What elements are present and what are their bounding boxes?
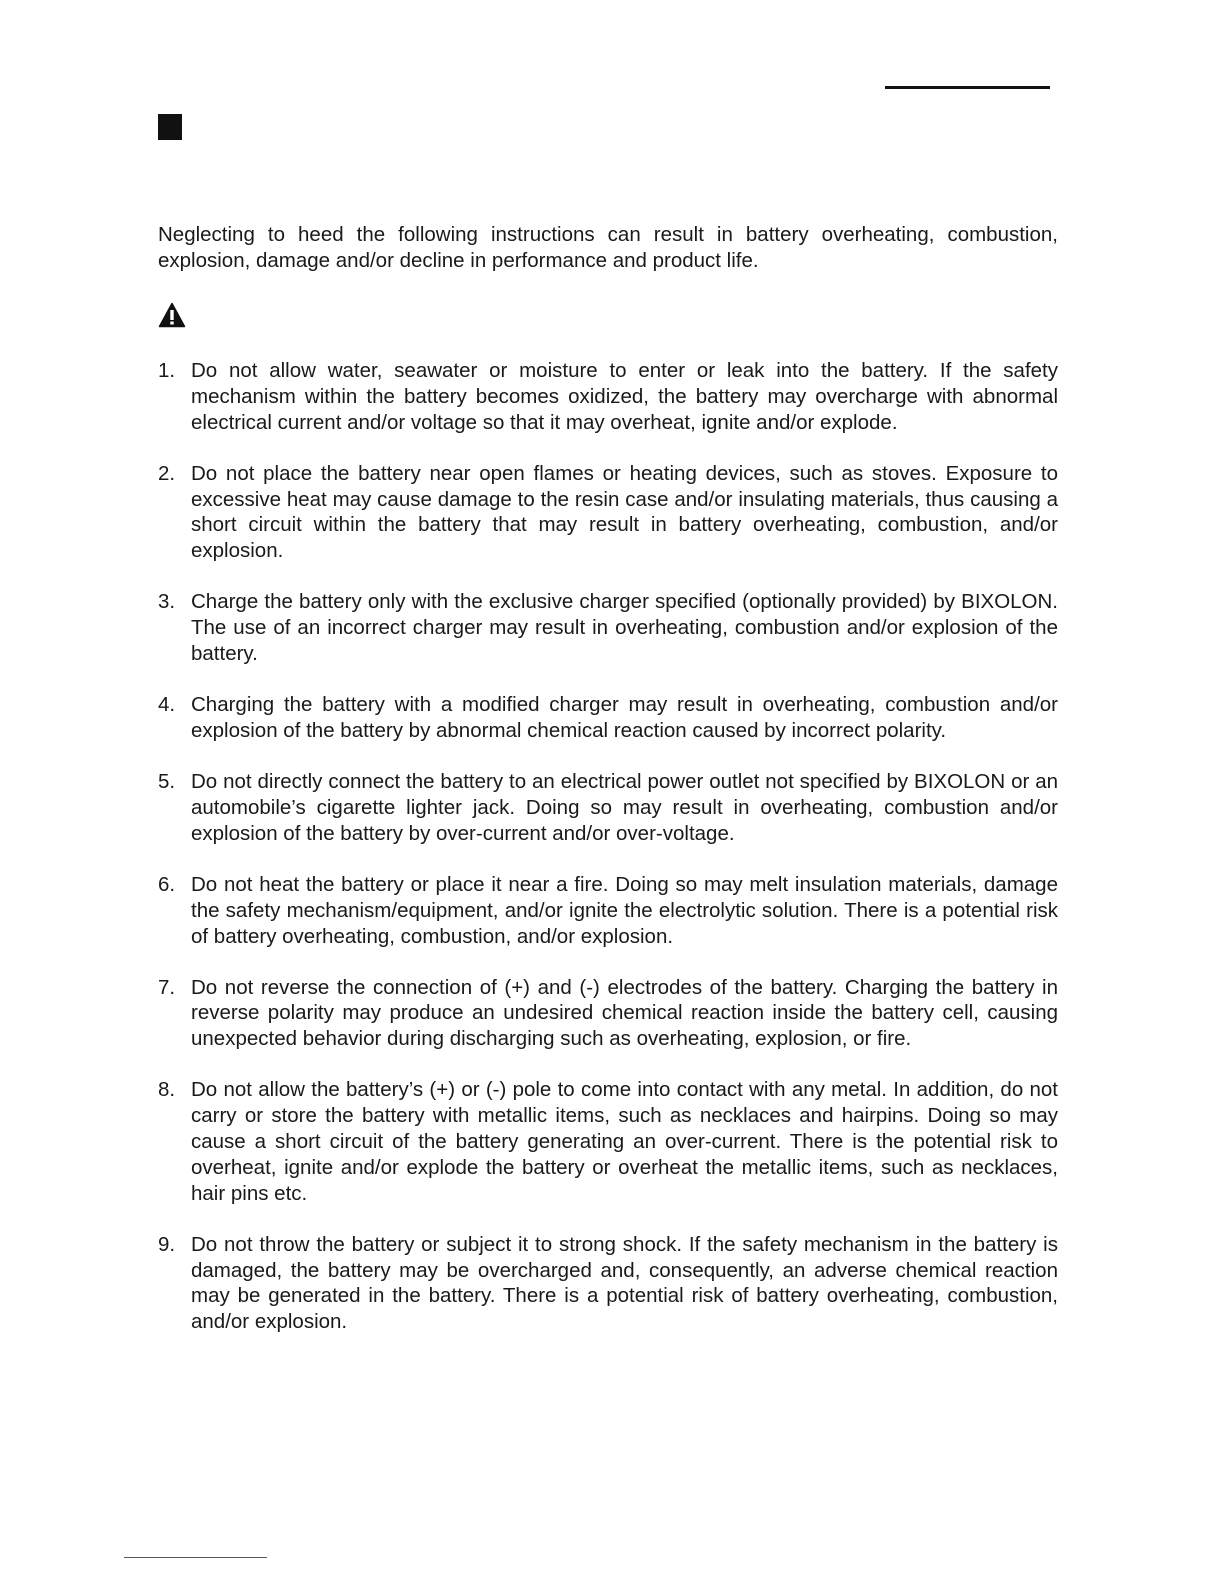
list-item-text: Do not allow water, seawater or moisture to enter or leak into the battery. If the safety mechanism within the battery becomes oxidized, the battery may overcharge with abnormal electrical current and/or voltage so that it may overheat, ignite and/or explode.: [191, 359, 1058, 434]
list-item: [158, 461, 1058, 564]
list-item: [158, 1077, 1058, 1206]
list-item: [158, 692, 1058, 744]
list-item-text: Do not directly connect the battery to an electrical power outlet not specified by BIXOLON or an automobile’s cigarette lighter jack. Doing so may result in overheating, combustion and/or explosion of the battery by over-current and/or over-voltage.: [191, 770, 1058, 845]
header-rule: [885, 86, 1050, 89]
square-bullet-icon: [158, 114, 182, 140]
list-item-number: 8.: [158, 1078, 176, 1102]
intro-paragraph: Neglecting to heed the following instructions can result in battery overheating, combustion, explosion, damage and/or decline in performance and product life.: [158, 223, 1058, 272]
list-item-text: Do not allow the battery’s (+) or (-) pole to come into contact with any metal. In addition, do not carry or store the battery with metallic items, such as necklaces and hairpins. Doing so may cause a short circuit of the battery generating an over-current. There is the potential risk to overheat, ignite and/or explode the battery or overheat the metallic items, such as necklaces, hair pins etc.: [191, 1078, 1058, 1205]
battery-safety-rules: [158, 358, 1058, 1360]
list-item-number: 3.: [158, 590, 176, 614]
list-item-number: 9.: [158, 1232, 176, 1256]
list-item-number: 7.: [158, 975, 176, 999]
list-item-number: 1.: [158, 359, 176, 382]
warning-triangle-icon: [158, 302, 186, 328]
list-item-number: 5.: [158, 770, 176, 794]
footer-link-rule: [124, 1557, 267, 1558]
list-item-number: 2.: [158, 461, 176, 485]
list-item-text: Do not reverse the connection of (+) and (-) electrodes of the battery. Charging the battery in reverse polarity may produce an undesired chemical reaction inside the battery cell, causing unexpected behavior during discharging such as overheating, explosion, or fire.: [191, 975, 1058, 1051]
list-item: [158, 1232, 1058, 1335]
list-item: [158, 358, 1058, 435]
list-item: [158, 975, 1058, 1052]
list-item-text: Do not heat the battery or place it near a fire. Doing so may melt insulation materials, damage the safety mechanism/equipment, and/or ignite the electrolytic solution. There is a potential risk of battery overheating, combustion, and/or explosion.: [191, 872, 1058, 948]
list-item-text: Charge the battery only with the exclusive charger specified (optionally provided) by BIXOLON. The use of an incorrect charger may result in overheating, combustion and/or explosion of the battery.: [191, 590, 1058, 665]
list-item-number: 6.: [158, 872, 176, 896]
list-item: [158, 769, 1058, 846]
list-item-text: Do not throw the battery or subject it to strong shock. If the safety mechanism in the battery is damaged, the battery may be overcharged and, consequently, an adverse chemical reaction may be generated in the battery. There is a potential risk of battery overheating, combustion, and/or explosion.: [191, 1232, 1058, 1334]
list-item: [158, 589, 1058, 666]
list-item: [158, 872, 1058, 949]
list-item-number: 4.: [158, 693, 176, 717]
list-item-text: Do not place the battery near open flames or heating devices, such as stoves. Exposure to excessive heat may cause damage to the resin case and/or insulating materials, thus causing a short circuit within the battery that may result in battery overheating, combustion, and/or explosion.: [191, 461, 1058, 563]
list-item-text: Charging the battery with a modified charger may result in overheating, combustion and/or explosion of the battery by abnormal chemical reaction caused by incorrect polarity.: [191, 693, 1058, 742]
